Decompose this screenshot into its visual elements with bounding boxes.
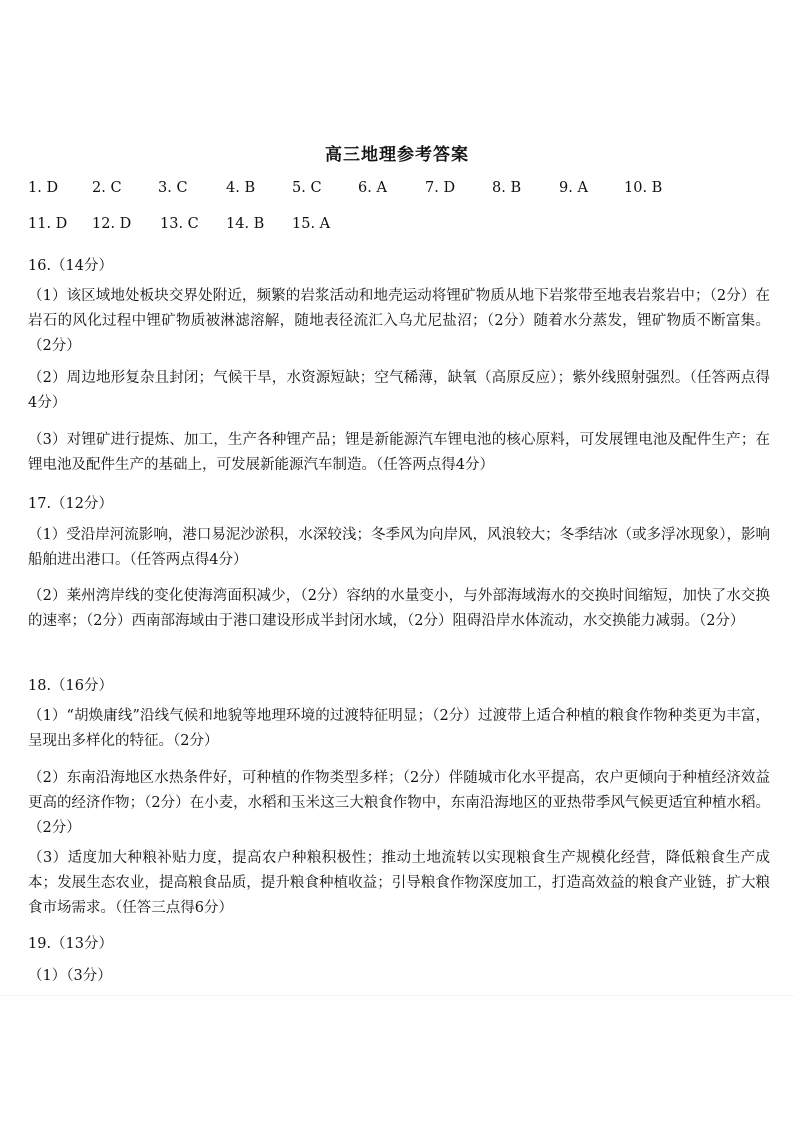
question-16-part-1 [28,284,770,359]
question-17-part-2 [28,584,770,634]
choice-answer: 14. B [226,216,265,232]
page-title: 高三地理参考答案 [325,145,469,165]
choice-answer: 12. D [92,216,132,232]
choice-answer: 6. A [358,180,387,196]
question-19-part-1: （1）（3分） [28,968,112,984]
choice-answer: 2. C [92,180,122,196]
question-16-heading: 16.（14分） [28,258,114,274]
question-17-heading: 17.（12分） [28,496,114,512]
question-18-part-2 [28,766,770,841]
choice-answer: 5. C [292,180,322,196]
answer-paragraph: （3）适度加大种粮补贴力度，提高农户种粮积极性；推动土地流转以实现粮食生产规模化经营，降低粮食生产成本；发展生态农业，提高粮食品质，提升粮食种植收益；引导粮食作物深度加工，打造高效益的粮食产业链，扩大粮食市场需求。（任答三点得6分） [28,850,770,916]
question-16-part-3 [28,428,770,478]
choice-answer: 4. B [226,180,256,196]
answer-paragraph: （2）莱州湾岸线的变化使海湾面积减少，（2分）容纳的水量变小，与外部海域海水的交换时间缩短，加快了水交换的速率；（2分）西南部海域由于港口建设形成半封闭水域，（2分）阻碍沿岸水体流动，水交换能力减弱。（2分） [28,588,770,629]
question-18-part-3 [28,846,770,921]
choice-answer: 7. D [425,180,456,196]
question-17-part-1 [28,523,770,573]
answer-paragraph: （1）该区域地处板块交界处附近，频繁的岩浆活动和地壳运动将锂矿物质从地下岩浆带至地表岩浆岩中；（2分）在岩石的风化过程中锂矿物质被淋滤溶解，随地表径流汇入乌尤尼盐沼；（2分）随着水分蒸发，锂矿物质不断富集。（2分） [28,288,770,354]
answer-paragraph: （1）“胡焕庸线”沿线气候和地貌等地理环境的过渡特征明显；（2分）过渡带上适合种植的粮食作物种类更为丰富，呈现出多样化的特征。（2分） [28,708,770,749]
question-18-heading: 18.（16分） [28,678,114,694]
answer-paragraph: （3）对锂矿进行提炼、加工，生产各种锂产品；锂是新能源汽车锂电池的核心原料，可发展锂电池及配件生产；在锂电池及配件生产的基础上，可发展新能源汽车制造。（任答两点得4分） [28,432,770,473]
choice-answer: 11. D [28,216,68,232]
page-bottom-edge [0,995,794,996]
answer-paragraph: （2）周边地形复杂且封闭；气候干旱，水资源短缺；空气稀薄，缺氧（高原反应）；紫外线照射强烈。（任答两点得4分） [28,370,770,411]
question-18-part-1 [28,704,770,754]
answer-paragraph: （2）东南沿海地区水热条件好，可种植的作物类型多样；（2分）伴随城市化水平提高，农户更倾向于种植经济效益更高的经济作物；（2分）在小麦，水稻和玉米这三大粮食作物中，东南沿海地区的亚热带季风气候更适宜种植水稻。（2分） [28,770,770,836]
choice-answer: 10. B [624,180,663,196]
answer-paragraph: （1）受沿岸河流影响，港口易泥沙淤积，水深较浅；冬季风为向岸风，风浪较大；冬季结冰（或多浮冰现象），影响船舶进出港口。（任答两点得4分） [28,527,770,568]
question-19-heading: 19.（13分） [28,936,114,952]
choice-answer: 3. C [158,180,188,196]
choice-answer: 15. A [292,216,331,232]
choice-answer: 13. C [160,216,199,232]
choice-answer: 1. D [28,180,59,196]
choice-answer: 8. B [492,180,522,196]
choice-answer: 9. A [559,180,588,196]
question-16-part-2 [28,366,770,416]
